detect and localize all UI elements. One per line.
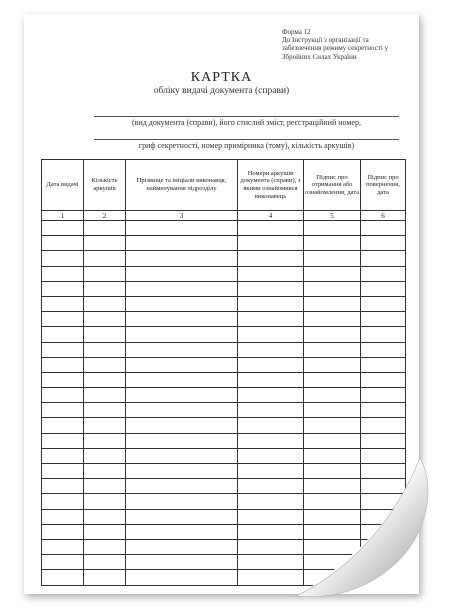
table-cell[interactable] (126, 570, 238, 585)
table-cell[interactable] (126, 357, 238, 372)
table-cell[interactable] (238, 296, 304, 311)
table-cell[interactable] (126, 327, 238, 342)
form-header (282, 28, 417, 61)
table-cell[interactable] (84, 570, 126, 585)
table-row (42, 388, 406, 403)
table-cell[interactable] (42, 448, 84, 463)
table-cell[interactable] (42, 479, 84, 494)
table-cell[interactable] (84, 388, 126, 403)
table-cell[interactable] (238, 403, 304, 418)
table-cell[interactable] (304, 448, 361, 463)
table-cell[interactable] (42, 251, 84, 266)
table-cell[interactable] (84, 312, 126, 327)
column-header-sheet-count: Кількість аркушів (84, 160, 126, 211)
table-cell[interactable] (238, 357, 304, 372)
table-cell[interactable] (304, 494, 361, 509)
table-cell[interactable] (126, 448, 238, 463)
table-cell[interactable] (361, 296, 406, 311)
table-row (42, 221, 406, 236)
table-cell[interactable] (361, 357, 406, 372)
table-row (42, 312, 406, 327)
table-cell[interactable] (42, 524, 84, 539)
table-cell[interactable] (84, 464, 126, 479)
table-cell[interactable] (84, 281, 126, 296)
table-cell[interactable] (304, 403, 361, 418)
table-cell[interactable] (304, 570, 361, 585)
table-cell[interactable] (361, 524, 406, 539)
table-row (42, 448, 406, 463)
table-cell[interactable] (361, 509, 406, 524)
table-cell[interactable] (238, 433, 304, 448)
table-cell[interactable] (361, 403, 406, 418)
table-cell[interactable] (238, 342, 304, 357)
table-cell[interactable] (84, 357, 126, 372)
table-cell[interactable] (361, 418, 406, 433)
table-cell[interactable] (238, 266, 304, 281)
table-cell[interactable] (238, 251, 304, 266)
table-cell[interactable] (304, 433, 361, 448)
table-cell[interactable] (304, 266, 361, 281)
table-cell[interactable] (42, 388, 84, 403)
card-title: КАРТКА (190, 70, 253, 85)
table-cell[interactable] (238, 570, 304, 585)
table-cell[interactable] (42, 570, 84, 585)
column-header-issue-date: Дата видачі (42, 160, 84, 211)
table-cell[interactable] (361, 236, 406, 251)
table-cell[interactable] (304, 236, 361, 251)
table-cell[interactable] (84, 251, 126, 266)
table-cell[interactable] (84, 418, 126, 433)
table-cell[interactable] (238, 281, 304, 296)
table-row (42, 266, 406, 281)
table-cell[interactable] (84, 509, 126, 524)
table-cell[interactable] (238, 494, 304, 509)
table-cell[interactable] (126, 372, 238, 387)
table-cell[interactable] (126, 479, 238, 494)
table-cell[interactable] (84, 327, 126, 342)
table-cell[interactable] (304, 418, 361, 433)
table-cell[interactable] (304, 281, 361, 296)
table-cell[interactable] (361, 327, 406, 342)
table-row (42, 251, 406, 266)
table-cell[interactable] (84, 494, 126, 509)
table-row (42, 372, 406, 387)
table-cell[interactable] (42, 266, 84, 281)
table-cell[interactable] (238, 418, 304, 433)
table-cell[interactable] (304, 251, 361, 266)
table-cell[interactable] (126, 403, 238, 418)
table-cell[interactable] (361, 494, 406, 509)
document-info-line-1[interactable] (94, 116, 399, 117)
column-number: 4 (238, 211, 304, 221)
document-info-caption-2: гриф секретності, номер примірника (тому), кількість аркушів) (138, 141, 355, 150)
table-cell[interactable] (238, 509, 304, 524)
table-cell[interactable] (84, 555, 126, 570)
table-cell[interactable] (84, 448, 126, 463)
table-cell[interactable] (126, 464, 238, 479)
table-cell[interactable] (361, 312, 406, 327)
table-cell[interactable] (42, 236, 84, 251)
table-cell[interactable] (304, 296, 361, 311)
table-cell[interactable] (42, 221, 84, 236)
table-cell[interactable] (84, 524, 126, 539)
table-cell[interactable] (238, 312, 304, 327)
column-number: 5 (304, 211, 361, 221)
issue-record-table-wrapper (41, 159, 406, 586)
table-cell[interactable] (42, 494, 84, 509)
column-header-executor: Прізвище та ініціали виконавця, найменування підрозділу (126, 160, 238, 211)
column-number: 2 (84, 211, 126, 221)
table-cell[interactable] (304, 327, 361, 342)
table-row (42, 433, 406, 448)
table-cell[interactable] (238, 236, 304, 251)
table-cell[interactable] (126, 494, 238, 509)
table-row (42, 464, 406, 479)
table-cell[interactable] (238, 372, 304, 387)
table-cell[interactable] (304, 357, 361, 372)
table-cell[interactable] (304, 221, 361, 236)
table-cell[interactable] (84, 266, 126, 281)
table-cell[interactable] (42, 342, 84, 357)
table-cell[interactable] (126, 251, 238, 266)
table-cell[interactable] (126, 539, 238, 554)
table-cell[interactable] (304, 372, 361, 387)
table-cell[interactable] (84, 372, 126, 387)
table-cell[interactable] (126, 296, 238, 311)
table-row (42, 524, 406, 539)
table-cell[interactable] (361, 221, 406, 236)
table-cell[interactable] (42, 312, 84, 327)
table-cell[interactable] (304, 312, 361, 327)
table-cell[interactable] (42, 464, 84, 479)
table-cell[interactable] (304, 555, 361, 570)
table-cell[interactable] (84, 433, 126, 448)
table-cell[interactable] (126, 509, 238, 524)
table-cell[interactable] (42, 281, 84, 296)
table-cell[interactable] (84, 539, 126, 554)
table-cell[interactable] (126, 221, 238, 236)
column-number: 1 (42, 211, 84, 221)
column-header-receipt-signature: Підпис про отримання або ознайомлення, дата (304, 160, 361, 211)
column-number: 3 (126, 211, 238, 221)
table-cell[interactable] (304, 342, 361, 357)
table-cell[interactable] (126, 342, 238, 357)
table-cell[interactable] (84, 403, 126, 418)
table-cell[interactable] (361, 570, 406, 585)
table-row (42, 281, 406, 296)
table-cell[interactable] (238, 221, 304, 236)
table-row (42, 357, 406, 372)
table-cell[interactable] (42, 403, 84, 418)
column-number-row (42, 211, 406, 221)
table-cell[interactable] (126, 433, 238, 448)
table-cell[interactable] (361, 539, 406, 554)
table-cell[interactable] (42, 296, 84, 311)
table-cell[interactable] (361, 372, 406, 387)
instruction-line-2: забезпечення режиму секретності у (282, 44, 389, 53)
table-cell[interactable] (238, 388, 304, 403)
table-row (42, 327, 406, 342)
table-cell[interactable] (304, 388, 361, 403)
table-cell[interactable] (42, 433, 84, 448)
table-cell[interactable] (238, 524, 304, 539)
table-cell[interactable] (126, 555, 238, 570)
column-header-return-signature: Підпис про повернення, дата (361, 160, 406, 211)
table-row (42, 555, 406, 570)
table-row (42, 403, 406, 418)
table-cell[interactable] (361, 448, 406, 463)
table-cell[interactable] (238, 327, 304, 342)
table-cell[interactable] (126, 524, 238, 539)
card-subtitle: обліку видачі документа (справи) (153, 86, 290, 96)
table-cell[interactable] (42, 539, 84, 554)
table-cell[interactable] (238, 464, 304, 479)
table-cell[interactable] (361, 251, 406, 266)
table-cell[interactable] (238, 448, 304, 463)
table-cell[interactable] (42, 509, 84, 524)
document-info-caption-1: (вид документа (справи), його стислий зміст, реєстраційний номер, (132, 118, 361, 127)
table-cell[interactable] (126, 236, 238, 251)
table-cell[interactable] (304, 464, 361, 479)
table-cell[interactable] (304, 479, 361, 494)
table-cell[interactable] (126, 312, 238, 327)
issue-record-table (41, 159, 406, 586)
table-cell[interactable] (304, 524, 361, 539)
table-cell[interactable] (126, 418, 238, 433)
table-row (42, 479, 406, 494)
instruction-line-3: Збройних Силах України (282, 52, 357, 61)
table-row (42, 296, 406, 311)
table-cell[interactable] (304, 539, 361, 554)
table-cell[interactable] (361, 464, 406, 479)
form-sheet (24, 14, 419, 594)
table-cell[interactable] (361, 266, 406, 281)
table-cell[interactable] (304, 509, 361, 524)
table-row (42, 342, 406, 357)
table-cell[interactable] (238, 539, 304, 554)
column-header-sheet-numbers: Номери аркушів документа (справи), з якими ознайомився виконавець (238, 160, 304, 211)
table-row (42, 570, 406, 585)
table-cell[interactable] (42, 357, 84, 372)
table-row (42, 494, 406, 509)
table-row (42, 236, 406, 251)
table-cell[interactable] (238, 555, 304, 570)
form-number: Форма 12 (282, 28, 311, 36)
table-cell[interactable] (84, 236, 126, 251)
table-cell[interactable] (126, 388, 238, 403)
table-cell[interactable] (42, 372, 84, 387)
table-cell[interactable] (361, 388, 406, 403)
table-cell[interactable] (126, 281, 238, 296)
instruction-line-1: До Інструкції з організації та (282, 36, 369, 45)
table-row (42, 509, 406, 524)
column-number: 6 (361, 211, 406, 221)
table-row (42, 418, 406, 433)
table-cell[interactable] (84, 479, 126, 494)
table-cell[interactable] (126, 266, 238, 281)
table-cell[interactable] (361, 281, 406, 296)
document-info-line-2[interactable] (94, 139, 399, 140)
table-cell[interactable] (84, 342, 126, 357)
table-cell[interactable] (361, 433, 406, 448)
table-cell[interactable] (42, 327, 84, 342)
table-cell[interactable] (361, 479, 406, 494)
table-cell[interactable] (84, 296, 126, 311)
table-cell[interactable] (361, 555, 406, 570)
table-cell[interactable] (42, 555, 84, 570)
table-cell[interactable] (361, 342, 406, 357)
table-header-row (42, 160, 406, 211)
table-row (42, 539, 406, 554)
table-cell[interactable] (42, 418, 84, 433)
table-cell[interactable] (84, 221, 126, 236)
table-cell[interactable] (238, 479, 304, 494)
